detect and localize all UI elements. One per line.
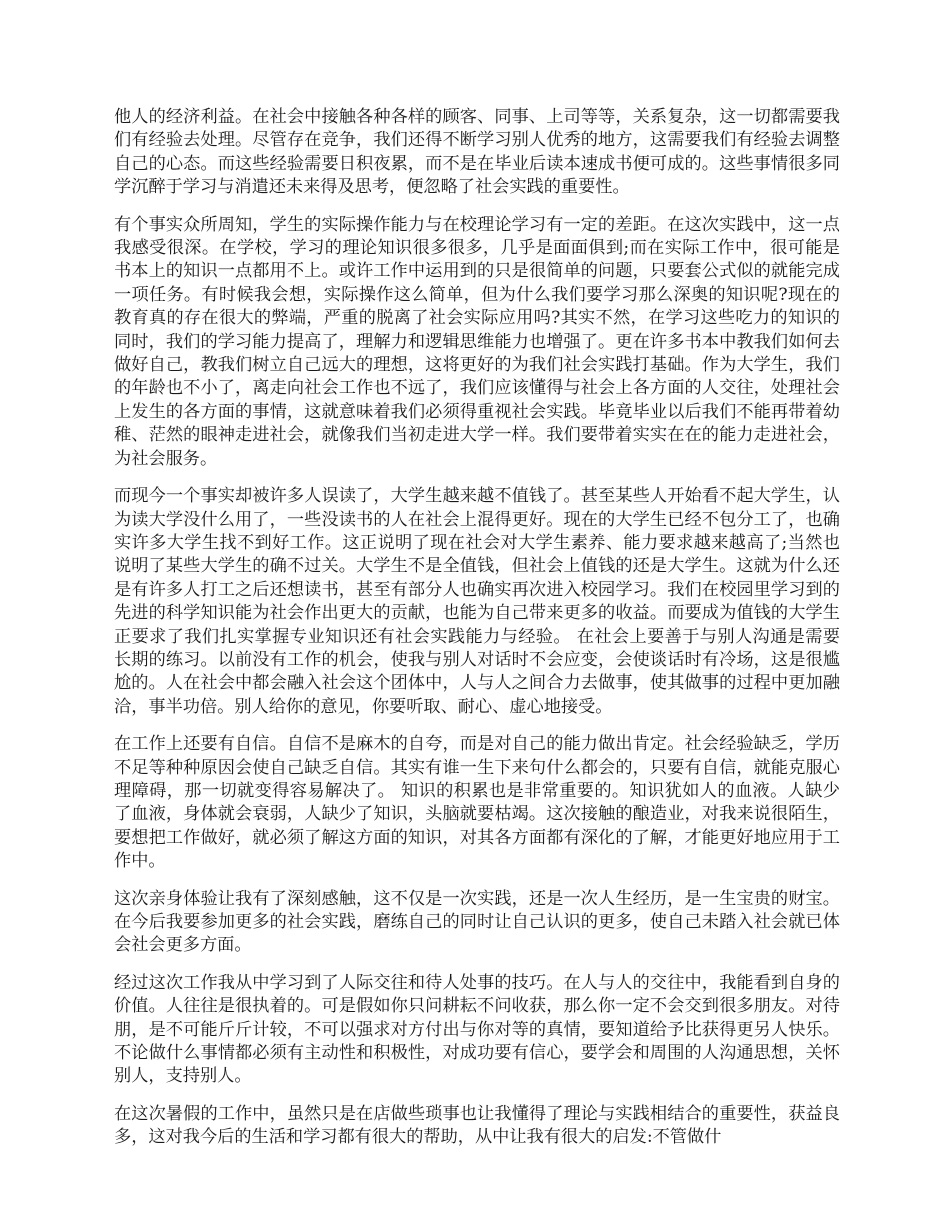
paragraph-1: 他人的经济利益。在社会中接触各种各样的顾客、同事、上司等等，关系复杂，这一切都需要我们有经验去处理。尽管存在竞争，我们还得不断学习别人优秀的地方，这需要我们有经验去调整自己的心态。而这些经验需要日积夜累，而不是在毕业后读本速成书便可成的。这些事情很多同学沉醉于学习与消遣还未来得及思考，便忽略了社会实践的重要性。 [114, 107, 840, 198]
paragraph-2: 有个事实众所周知，学生的实际操作能力与在校理论学习有一定的差距。在这次实践中，这一点我感受很深。在学校，学习的理论知识很多很多，几乎是面面俱到;而在实际工作中，很可能是书本上的知识一点都用不上。或许工作中运用到的只是很简单的问题，只要套公式似的就能完成一项任务。有时候我会想，实际操作这么简单，但为什么我们要学习那么深奥的知识呢?现在的教育真的存在很大的弊端，严重的脱离了社会实际应用吗?其实不然，在学习这些吃力的知识的同时，我们的学习能力提高了，理解力和逻辑思维能力也增强了。更在许多书本中教我们如何去做好自己，教我们树立自己远大的理想，这将更好的为我们社会实践打基础。作为大学生，我们的年龄也不小了，离走向社会工作也不远了，我们应该懂得与社会上各方面的人交往，处理社会上发生的各方面的事情，这就意味着我们必须得重视社会实践。毕竟毕业以后我们不能再带着幼稚、茫然的眼神走进社会，就像我们当初走进大学一样。我们要带着实实在在的能力走进社会，为社会服务。 [114, 214, 840, 469]
paragraph-4: 在工作上还要有自信。自信不是麻木的自夸，而是对自己的能力做出肯定。社会经验缺乏，学历不足等种种原因会使自己缺乏自信。其实有谁一生下来句什么都会的，只要有自信，就能克服心理障碍，那一切就变得容易解决了。 知识的积累也是非常重要的。知识犹如人的血液。人缺少了血液，身体就会衰弱，人缺少了知识，头脑就要枯竭。这次接触的酿造业，对我来说很陌生，要想把工作做好，就必须了解这方面的知识，对其各方面都有深化的了解，才能更好地应用于工作中。 [114, 734, 840, 872]
paragraph-3: 而现今一个事实却被许多人误读了，大学生越来越不值钱了。甚至某些人开始看不起大学生，认为读大学没什么用了，一些没读书的人在社会上混得更好。现在的大学生已经不包分工了，也确实许多大学生找不到好工作。这正说明了现在社会对大学生素养、能力要求越来越高了;当然也说明了某些大学生的确不过关。大学生不是全值钱，但社会上值钱的还是大学生。这就为什么还是有许多人打工之后还想读书，甚至有部分人也确实再次进入校园学习。我们在校园里学习到的先进的科学知识能为社会作出更大的贡献，也能为自己带来更多的收益。而要成为值钱的大学生正要求了我们扎实掌握专业知识还有社会实践能力与经验。 在社会上要善于与别人沟通是需要长期的练习。以前没有工作的机会，使我与别人对话时不会应变，会使谈话时有冷场，这是很尴尬的。人在社会中都会融入社会这个团体中，人与人之间合力去做事，使其做事的过程中更加融洽，事半功倍。别人给你的意见，你要听取、耐心、虚心地接受。 [114, 486, 840, 717]
document-body [114, 106, 840, 1164]
paragraph-5: 这次亲身体验让我有了深刻感触，这不仅是一次实践，还是一次人生经历，是一生宝贵的财宝。在今后我要参加更多的社会实践，磨练自己的同时让自己认识的更多，使自己未踏入社会就已体会社会更多方面。 [114, 888, 840, 956]
paragraph-6: 经过这次工作我从中学习到了人际交往和待人处事的技巧。在人与人的交往中，我能看到自身的价值。人往往是很执着的。可是假如你只问耕耘不问收获，那么你一定不会交到很多朋友。对待朋，是不可能斤斤计较，不可以强求对方付出与你对等的真情，要知道给予比获得更另人快乐。不论做什么事情都必须有主动性和积极性，对成功要有信心，要学会和周围的人沟通思想，关怀别人，支持别人。 [114, 972, 840, 1087]
paragraph-7: 在这次暑假的工作中，虽然只是在店做些琐事也让我懂得了理论与实践相结合的重要性，获益良多，这对我今后的生活和学习都有很大的帮助，从中让我有很大的启发:不管做什 [114, 1103, 840, 1148]
